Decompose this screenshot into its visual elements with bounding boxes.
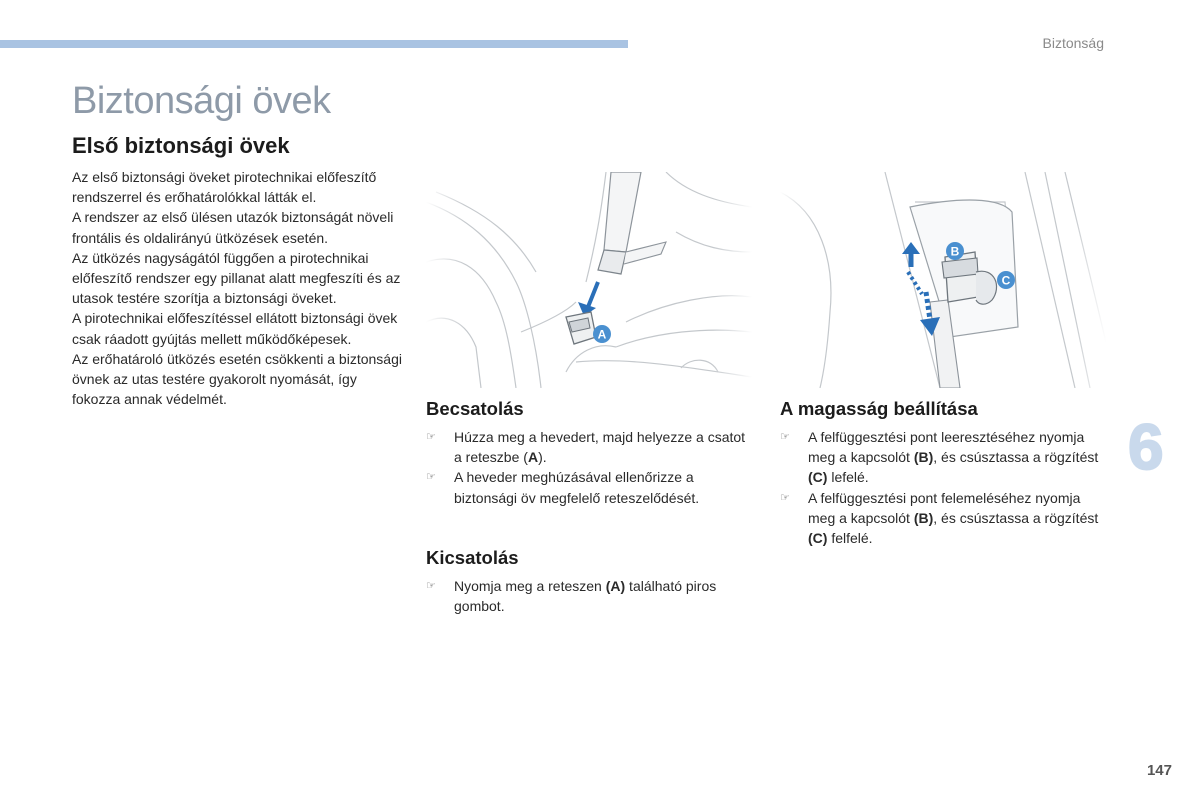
list-item xyxy=(426,467,746,507)
kicsatolas-heading: Kicsatolás xyxy=(426,547,519,568)
intro-paragraph: Az erőhatároló ütközés esetén csökkenti a biztonsági övnek az utas testére gyakorolt nyomását, így fokozza annak védelmét. xyxy=(72,350,402,408)
item-text: A heveder meghúzásával ellenőrizze a biztonsági öv megfelelő reteszelődését. xyxy=(454,469,700,506)
page-number: 147 xyxy=(1146,762,1172,779)
intro-paragraph: Az ütközés nagyságától függően a pirotechnikai előfeszítő rendszer egy pillanat alatt megfeszíti és az utasok testére szorítja a biztonsági öveket. xyxy=(72,249,401,307)
intro-paragraph: A rendszer az első ülésen utazók biztonságát növeli frontális és oldalirányú ütközések esetén. xyxy=(72,209,394,246)
item-text: A felfüggesztési pont leeresztéséhez nyomja meg a kapcsolót xyxy=(808,429,1085,466)
magassag-list xyxy=(780,427,1110,548)
pointing-hand-icon: ☞ xyxy=(426,471,436,484)
intro-text xyxy=(72,167,402,409)
item-text: ). xyxy=(538,449,547,466)
buckle-illustration xyxy=(426,172,752,388)
item-ref: (A) xyxy=(605,578,626,594)
item-text: A felfüggesztési pont felemeléséhez nyomja meg a kapcsolót xyxy=(808,489,1081,526)
item-text: , és csúsztassa a rögzítést xyxy=(933,509,1099,526)
pillar-anchor-drawing xyxy=(780,172,1106,388)
item-text: található piros gombot. xyxy=(454,578,717,615)
height-adjust-illustration xyxy=(780,172,1106,388)
chapter-number-text: 6 xyxy=(1128,411,1164,483)
becsatolas-list xyxy=(426,427,746,508)
header-accent-bar xyxy=(0,40,628,48)
page-title: Biztonsági övek xyxy=(72,80,331,122)
intro-paragraph: Az első biztonsági öveket pirotechnikai előfeszítő rendszerrel és erőhatárolókkal látták el. xyxy=(72,169,377,206)
chapter-number xyxy=(1128,410,1164,484)
pointing-hand-icon: ☞ xyxy=(426,580,436,592)
seat-buckle-drawing xyxy=(426,172,752,388)
section-subtitle: Első biztonsági övek xyxy=(72,133,290,158)
item-ref: A xyxy=(527,449,539,466)
item-ref: (B) xyxy=(913,449,934,466)
becsatolas-heading: Becsatolás xyxy=(426,398,524,419)
item-ref: (C) xyxy=(808,469,828,486)
item-text: , és csúsztassa a rögzítést xyxy=(933,449,1099,466)
item-text: Húzza meg a hevedert, majd helyezze a csatot a reteszbe ( xyxy=(454,429,746,466)
list-item xyxy=(780,427,1110,488)
list-item xyxy=(780,488,1110,549)
section-header: Biztonság xyxy=(1042,35,1104,51)
item-ref: (C) xyxy=(808,530,828,547)
item-text: felfelé. xyxy=(827,530,873,547)
item-ref: (B) xyxy=(913,509,934,526)
intro-paragraph: A pirotechnikai előfeszítéssel ellátott biztonsági övek csak ráadott gyújtás mellett működőképesek. xyxy=(72,310,398,347)
pointing-hand-icon: ☞ xyxy=(780,491,790,504)
pointing-hand-icon: ☞ xyxy=(780,431,790,443)
list-item xyxy=(426,427,746,467)
pointing-hand-icon: ☞ xyxy=(426,431,436,443)
item-text: Nyomja meg a reteszen xyxy=(454,578,606,594)
list-item xyxy=(426,576,746,616)
item-text: lefelé. xyxy=(827,469,869,486)
magassag-heading: A magasság beállítása xyxy=(780,398,978,419)
kicsatolas-list xyxy=(426,576,746,616)
